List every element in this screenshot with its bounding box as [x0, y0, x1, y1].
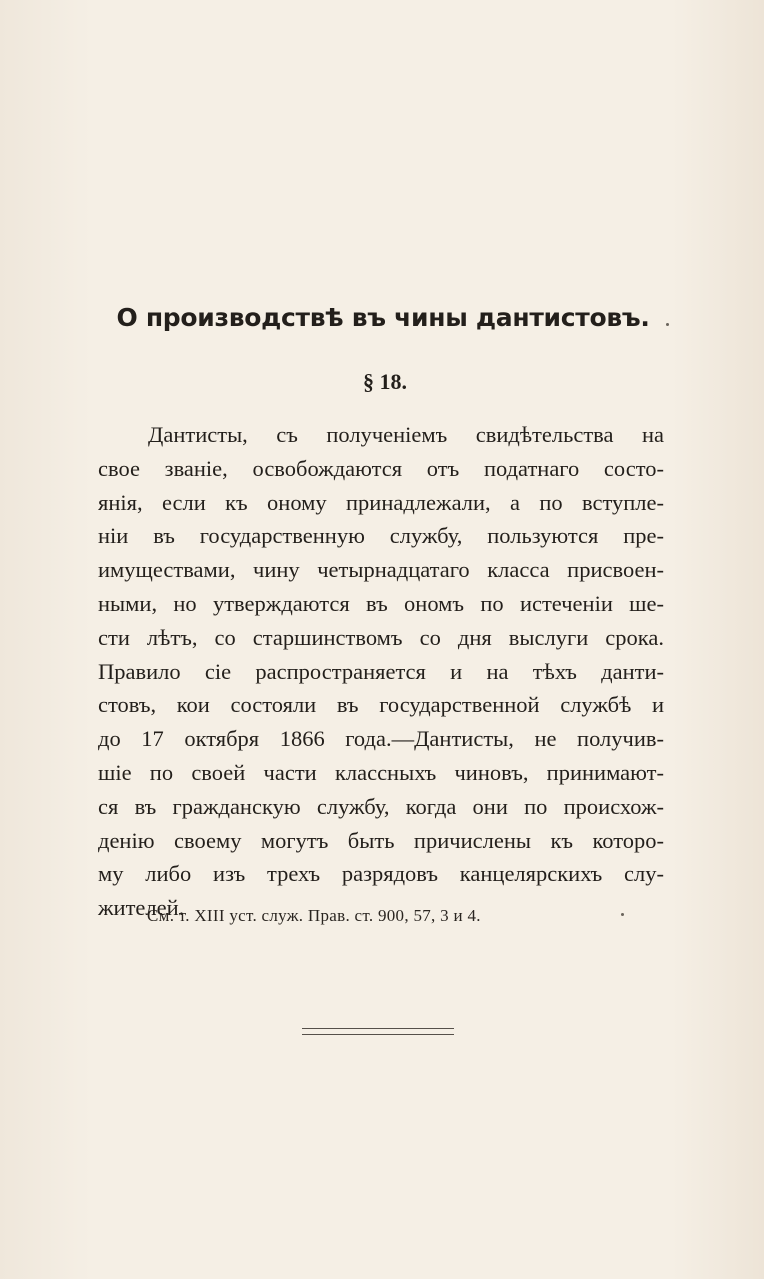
body-line: янія, если къ оному принадлежали, а по вступле- [98, 489, 664, 515]
body-paragraph [98, 418, 664, 925]
body-line: ными, но утверждаются въ ономъ по истеченіи ше- [98, 590, 664, 616]
legal-reference: См. т. XIII уст. служ. Прав. ст. 900, 57, 3 и 4. [147, 906, 481, 925]
body-line: Дантисты, съ полученіемъ свидѣтельства на [148, 422, 664, 447]
body-line: шіе по своей части классныхъ чиновъ, принимают- [98, 759, 664, 785]
double-rule-divider [302, 1028, 454, 1035]
paragraph-number: § 18. [363, 369, 407, 394]
body-line: до 17 октября 1866 года.—Дантисты, не получив- [98, 726, 664, 752]
body-line: ніи въ государственную службу, пользуются пре- [98, 523, 664, 549]
body-line: сти лѣтъ, со старшинствомъ со дня выслуги срока. [98, 624, 664, 650]
ink-speck [666, 323, 669, 326]
body-line: стовъ, кои состояли въ государственной службѣ и [98, 692, 664, 718]
body-line: свое званіе, освобождаются отъ податнаго состо- [98, 455, 664, 481]
body-line: жителей. [98, 895, 185, 921]
body-line: Правило сіе распространяется и на тѣхъ данти- [98, 658, 664, 684]
body-line: денію своему могутъ быть причислены къ которо- [98, 827, 664, 853]
body-line: имуществами, чину четырнадцатаго класса присвоен- [98, 557, 664, 583]
body-line: ся въ гражданскую службу, когда они по происхож- [98, 793, 664, 819]
body-line: му либо изъ трехъ разрядовъ канцелярскихъ слу- [98, 861, 664, 887]
section-heading: О производствѣ въ чины дантистовъ. [116, 303, 650, 332]
ink-speck [621, 913, 624, 916]
